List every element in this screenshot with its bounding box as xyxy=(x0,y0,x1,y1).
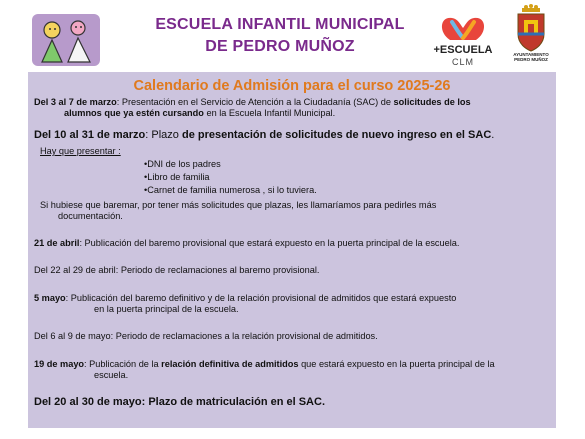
doc-dni: •DNI de los padres xyxy=(144,159,221,169)
clm-logo-text-sub: CLM xyxy=(451,57,474,67)
required-docs-heading: Hay que presentar : xyxy=(40,146,121,156)
item-baremo-definitivo-line2: en la puerta principal de la escuela. xyxy=(94,304,239,314)
item-nuevo-ingreso xyxy=(34,129,554,142)
item2-bold1: de presentación de solicitudes de nuevo ingreso en el SAC xyxy=(181,129,492,141)
school-title-line2: DE PEDRO MUÑOZ xyxy=(205,38,355,55)
school-title-line1: ESCUELA INFANTIL MUNICIPAL xyxy=(155,16,405,33)
doc-libro-familia: •Libro de familia xyxy=(144,172,210,182)
item-relacion-definitiva xyxy=(34,359,554,371)
date-19-mayo: 19 de mayo xyxy=(34,359,85,369)
item3-text: : Publicación del baremo provisional que estará expuesto en la puerta principal de la escuela. xyxy=(79,238,460,248)
item5-line1: : Publicación del baremo definitivo y de la relación provisional de admitidos que estará expuesto xyxy=(65,293,457,303)
baremar-note-line2: documentación. xyxy=(58,211,123,221)
date-5-mayo: 5 mayo xyxy=(34,293,66,303)
item-baremo-definitivo xyxy=(34,293,554,305)
item1-text1: : Presentación en el Servicio de Atención a la Ciudadanía (SAC) de xyxy=(116,97,394,107)
item7-text2: que estará expuesto en la puerta principal de la xyxy=(298,359,495,369)
item7-text1: : Publicación de la xyxy=(84,359,162,369)
date-3-7-marzo: Del 3 al 7 de marzo xyxy=(34,97,117,107)
item-solicitudes-alumnos-line2 xyxy=(64,108,554,120)
coat-of-arms-icon xyxy=(508,4,554,52)
children-logo-icon xyxy=(30,12,102,68)
date-21-abril: 21 de abril xyxy=(34,238,80,248)
calendar-title: Calendario de Admisión para el curso 2025-26 xyxy=(133,78,451,94)
doc-familia-numerosa: •Carnet de familia numerosa , si lo tuviera. xyxy=(144,185,317,195)
page-header xyxy=(0,0,585,72)
ayto-line1: AYUNTAMIENTO xyxy=(513,52,549,57)
item7-bold1: relación definitiva de admitidos xyxy=(161,359,299,369)
item-solicitudes-alumnos xyxy=(34,97,554,109)
item-matriculacion: Del 20 al 30 de mayo: Plazo de matriculación en el SAC. xyxy=(34,396,325,408)
item1-text2: en la Escuela Infantil Municipal. xyxy=(203,108,336,118)
clm-logo-text-main: +ESCUELA xyxy=(433,44,493,56)
item2-text2: . xyxy=(491,129,495,141)
escuela-clm-logo xyxy=(428,10,498,70)
item-baremo-provisional xyxy=(34,238,554,250)
item1-bold2: alumnos que ya estén cursando xyxy=(64,108,204,118)
hands-heart-icon xyxy=(428,10,498,44)
item-reclamaciones-baremo: Del 22 al 29 de abril: Periodo de reclamaciones al baremo provisional. xyxy=(34,265,320,275)
item1-bold1: solicitudes de los xyxy=(393,97,471,107)
ayto-line2: PEDRO MUÑOZ xyxy=(514,57,548,62)
item-relacion-definitiva-line2: escuela. xyxy=(94,370,129,380)
calendar-panel xyxy=(28,72,556,428)
item-reclamaciones-admitidos: Del 6 al 9 de mayo: Periodo de reclamaciones a la relación provisional de admitidos. xyxy=(34,331,378,341)
date-10-31-marzo: Del 10 al 31 de marzo xyxy=(34,129,146,141)
item2-text1: : Plazo xyxy=(145,129,182,141)
ayuntamiento-logo-text xyxy=(508,52,554,62)
ayuntamiento-logo xyxy=(508,4,554,70)
baremar-note-line1: Si hubiese que baremar, por tener más solicitudes que plazas, les llamaríamos para pedirles más xyxy=(40,200,437,210)
